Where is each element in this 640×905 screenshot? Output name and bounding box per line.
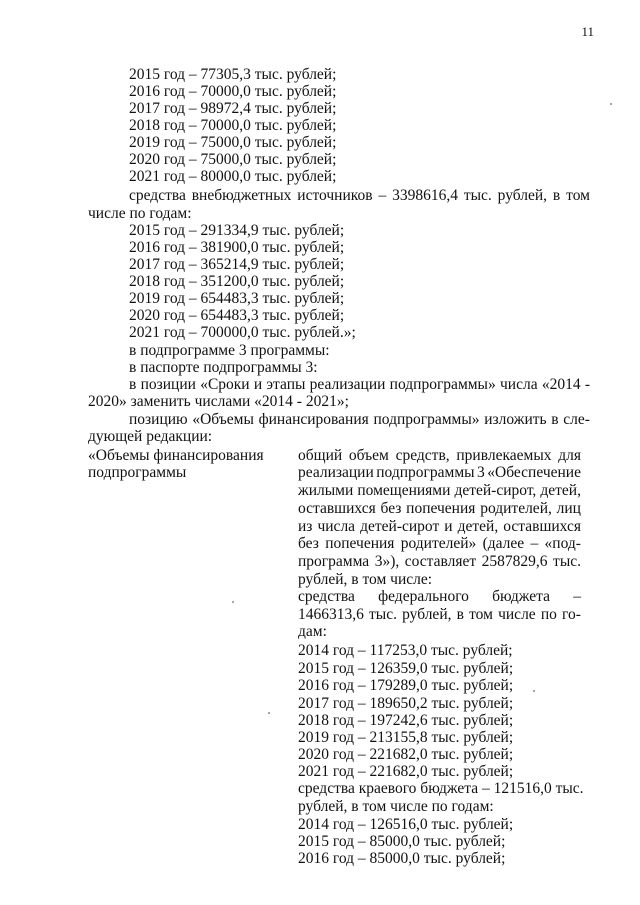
table-right-line: 2016 год – 85000,0 тыс. рублей; <box>298 850 506 867</box>
body-line: 2017 год – 365214,9 тыс. рублей; <box>129 256 345 273</box>
table-right-line: без попечения родителей» (далее – «под- <box>298 535 581 552</box>
table-left-line: подпрограммы <box>88 464 187 481</box>
body-line: 2017 год – 98972,4 тыс. рублей; <box>129 100 337 117</box>
body-line: позицию «Объемы финансирования подпрограммы» изложить в сле- <box>129 411 590 428</box>
table-right-line: рублей, в том числе: <box>298 571 433 588</box>
body-line: дующей редакции: <box>88 428 213 445</box>
body-line: 2019 год – 75000,0 тыс. рублей; <box>129 134 337 151</box>
body-line: в паспорте подпрограммы 3: <box>129 359 318 376</box>
body-line: 2015 год – 77305,3 тыс. рублей; <box>129 66 337 83</box>
body-line: 2021 год – 80000,0 тыс. рублей; <box>129 168 337 185</box>
scan-speck <box>533 690 535 692</box>
table-right-line: общий объем средств, привлекаемых для <box>298 447 581 464</box>
body-line: средства внебюджетных источников – 3398616,4 тыс. рублей, в том <box>129 187 590 204</box>
body-line: 2015 год – 291334,9 тыс. рублей; <box>129 222 345 239</box>
table-right-line: программа 3»), составляет 2587829,6 тыс. <box>298 553 581 570</box>
table-right-line: средства федерального бюджета – <box>298 588 581 605</box>
table-right-line: 2020 год – 221682,0 тыс. рублей; <box>298 746 514 763</box>
page-number: 11 <box>581 24 594 39</box>
body-line: 2018 год – 351200,0 тыс. рублей; <box>129 273 345 290</box>
table-right-line: 2017 год – 189650,2 тыс. рублей; <box>298 695 514 712</box>
body-line: в позиции «Сроки и этапы реализации подпрограммы» числа «2014 - <box>129 376 590 393</box>
body-line: числе по годам: <box>88 205 192 222</box>
scan-speck <box>610 103 612 105</box>
table-left-line: «Объемы финансирования <box>88 447 264 464</box>
table-right-line: жилыми помещениями детей-сирот, детей, <box>298 482 581 499</box>
table-right-line: 1466313,6 тыс. рублей, в том числе по го- <box>298 606 581 623</box>
table-right-line: рублей, в том числе по годам: <box>298 798 494 815</box>
table-right-line: 2015 год – 126359,0 тыс. рублей; <box>298 660 514 677</box>
table-right-line: 2015 год – 85000,0 тыс. рублей; <box>298 833 506 850</box>
body-line: 2021 год – 700000,0 тыс. рублей.»; <box>129 324 356 341</box>
table-right-line: 2014 год – 126516,0 тыс. рублей; <box>298 816 514 833</box>
table-right-line: оставшихся без попечения родителей, лиц <box>298 500 581 517</box>
table-right-line: реализации подпрограммы 3 «Обеспечение <box>298 464 581 481</box>
table-right-line: 2016 год – 179289,0 тыс. рублей; <box>298 677 514 694</box>
table-right-line: средства краевого бюджета – 121516,0 тыс. <box>298 780 584 797</box>
table-right-line: дам: <box>298 623 327 640</box>
table-right-line: из числа детей-сирот и детей, оставшихся <box>298 518 581 535</box>
table-right-line: 2021 год – 221682,0 тыс. рублей; <box>298 763 514 780</box>
body-line: в подпрограмме 3 программы: <box>129 342 330 359</box>
body-line: 2020» заменить числами «2014 - 2021»; <box>88 393 349 410</box>
body-line: 2016 год – 381900,0 тыс. рублей; <box>129 239 345 256</box>
table-right-line: 2014 год – 117253,0 тыс. рублей; <box>298 642 513 659</box>
body-line: 2020 год – 654483,3 тыс. рублей; <box>129 307 345 324</box>
body-line: 2020 год – 75000,0 тыс. рублей; <box>129 151 337 168</box>
table-right-line: 2019 год – 213155,8 тыс. рублей; <box>298 729 514 746</box>
body-line: 2019 год – 654483,3 тыс. рублей; <box>129 290 345 307</box>
scan-speck <box>268 712 270 714</box>
table-right-line: 2018 год – 197242,6 тыс. рублей; <box>298 712 514 729</box>
body-line: 2016 год – 70000,0 тыс. рублей; <box>129 83 337 100</box>
scan-speck <box>232 601 234 603</box>
body-line: 2018 год – 70000,0 тыс. рублей; <box>129 117 337 134</box>
